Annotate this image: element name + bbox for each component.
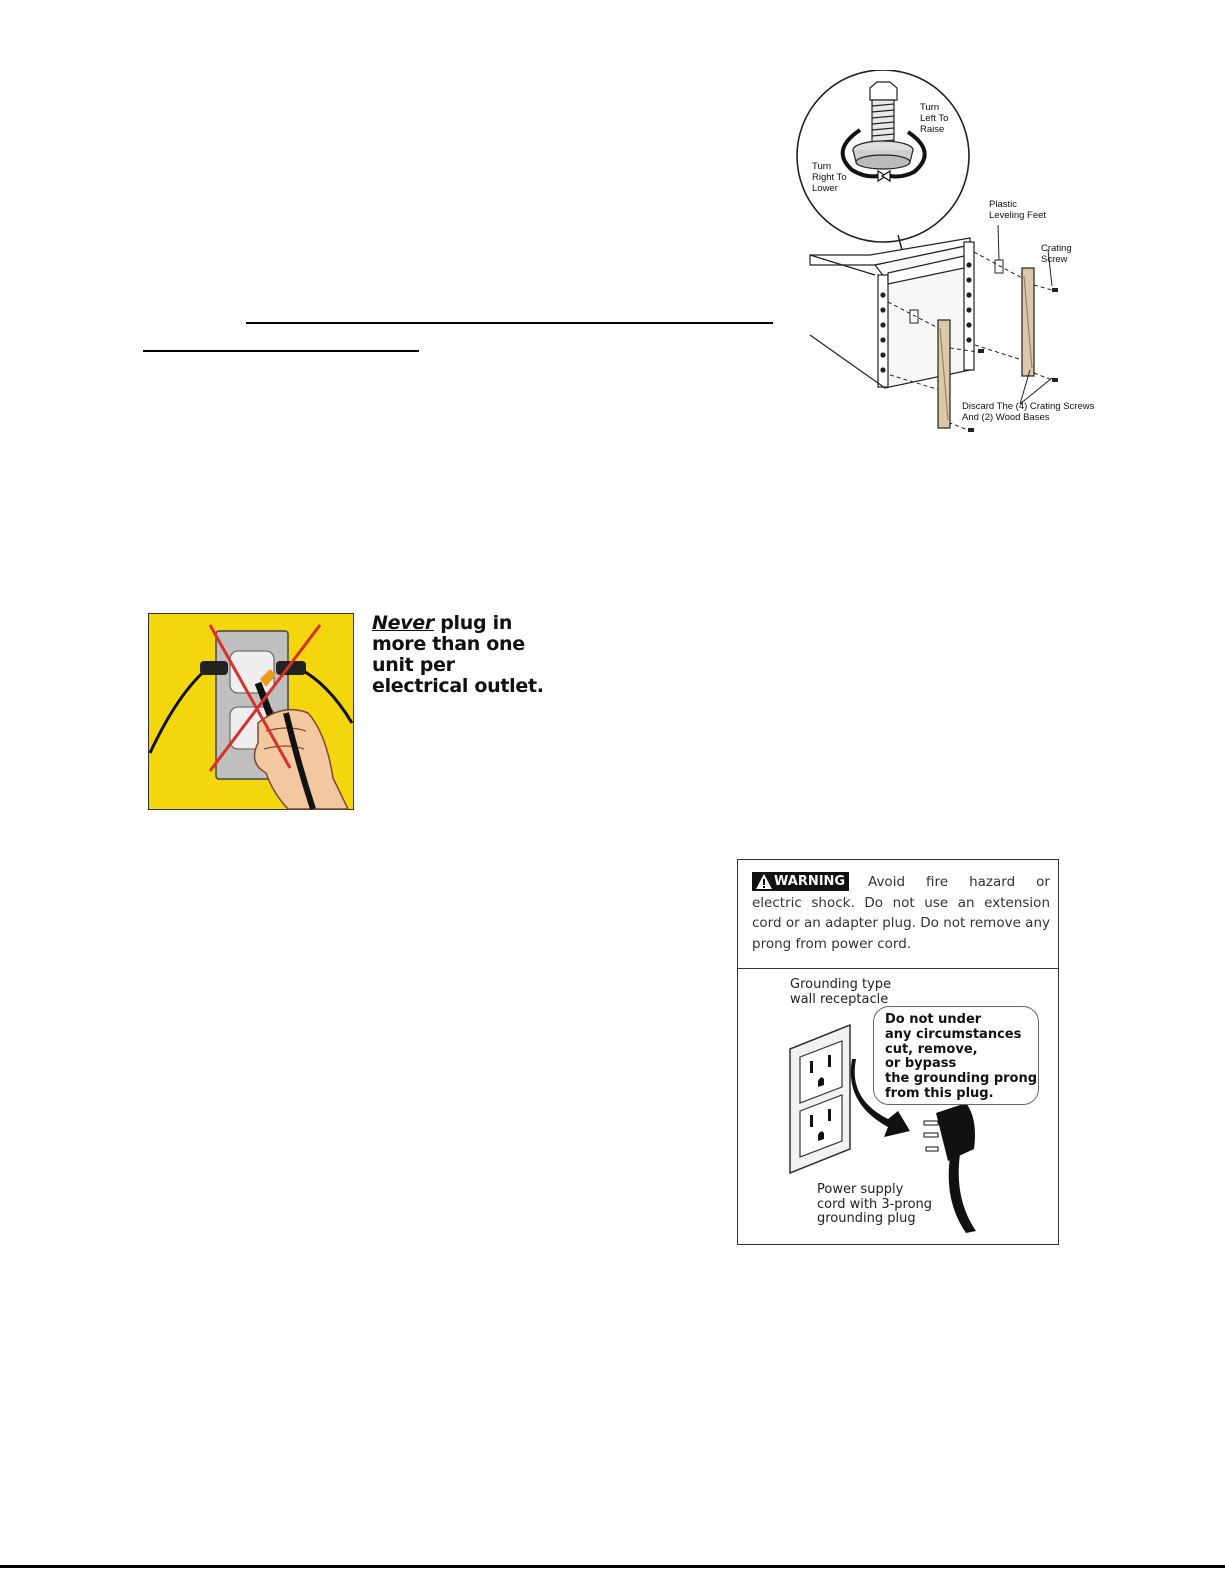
warning-badge-label: WARNING [774, 874, 846, 889]
discard-label: Discard The (4) Crating Screws And (2) Wood Bases [962, 401, 1095, 423]
warning-triangle-icon [755, 873, 773, 890]
underline-rule-2 [143, 350, 419, 352]
page-bottom-rule [0, 1565, 1225, 1568]
turn-right-label: Turn Right To Lower [812, 161, 847, 194]
grounding-callout [873, 1006, 1039, 1105]
outlet-illustration [148, 613, 354, 810]
plastic-foot-1 [910, 310, 918, 323]
wood-base-2 [1022, 268, 1034, 376]
warning-text: Avoid fire hazard or electric shock. Do not use an extension cord or an adapter plug. Do not remove any prong from power cord. [752, 874, 1050, 952]
never-emphasis: Never [372, 612, 434, 634]
never-message: plug in more than one unit per electrical outlet. [372, 612, 544, 697]
wood-base-1 [938, 320, 950, 428]
crating-screw-label: Crating Screw [1041, 243, 1072, 265]
cord-label: Power supply cord with 3-prong grounding plug [817, 1182, 933, 1226]
never-plug-text [372, 613, 547, 697]
underline-rule-1 [246, 322, 773, 324]
receptacle-label: Grounding type wall receptacle [790, 977, 892, 1007]
warning-badge [752, 872, 849, 891]
turn-left-label: Turn Left To Raise [920, 102, 949, 135]
callout-text: Do not under any circumstances cut, remove, or bypass the grounding prong from this plug. [885, 1012, 1038, 1101]
outlet-illustration-art [148, 613, 354, 810]
leveling-diagram [790, 70, 1110, 440]
plastic-feet-label: Plastic Leveling Feet [989, 199, 1047, 221]
warning-header [738, 860, 1058, 969]
